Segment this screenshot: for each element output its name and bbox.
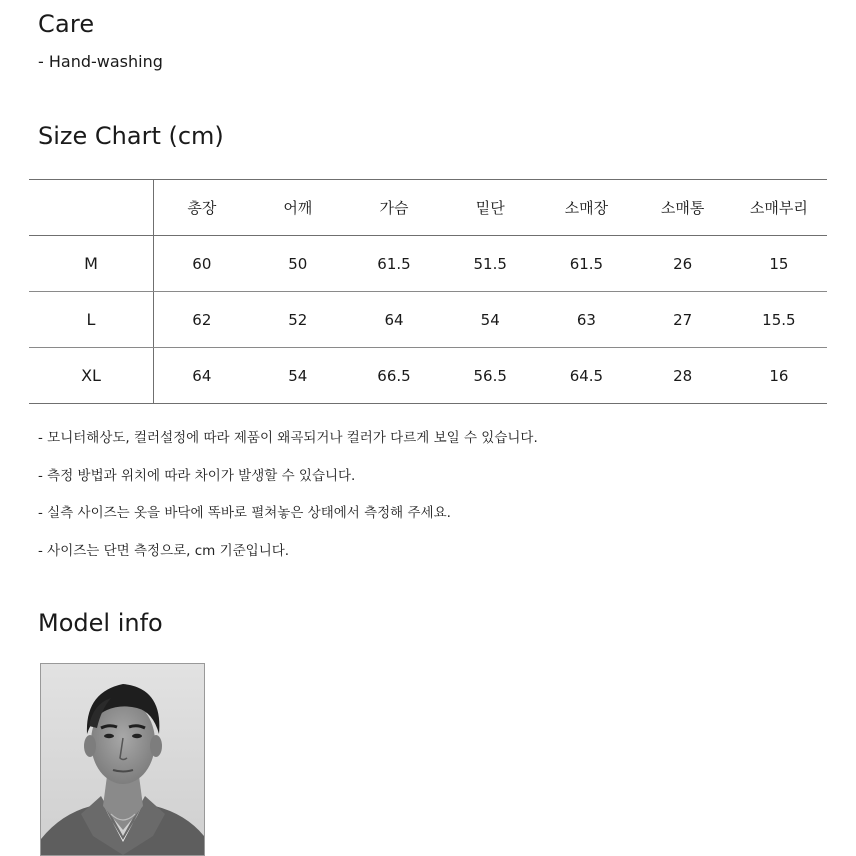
note-item: - 사이즈는 단면 측정으로, cm 기준입니다. [38,542,290,559]
size-chart-corner-cell [29,180,154,236]
care-title: Care [38,10,95,38]
column-header: 밑단 [442,180,538,236]
column-header: 소매부리 [731,180,827,236]
measurement-cell: 64 [154,348,250,404]
care-item: - Hand-washing [38,52,163,71]
measurement-cell: 50 [250,236,346,292]
size-label: XL [29,348,154,404]
measurement-cell: 26 [635,236,731,292]
note-item: - 측정 방법과 위치에 따라 차이가 발생할 수 있습니다. [38,467,356,484]
size-row-l [29,292,827,348]
measurement-cell: 63 [538,292,634,348]
note-item: - 모니터해상도, 컬러설정에 따라 제품이 왜곡되거나 컬러가 다르게 보일 수 있습니다. [38,430,538,446]
column-header: 어깨 [250,180,346,236]
measurement-cell: 54 [442,292,538,348]
column-header: 소매통 [635,180,731,236]
size-row-xl [29,348,827,404]
model-info-title: Model info [38,609,163,637]
size-chart-title: Size Chart (cm) [38,122,224,150]
measurement-cell: 28 [635,348,731,404]
model-photo [40,663,205,856]
size-notes [38,428,538,578]
column-header: 총장 [154,180,250,236]
size-label: M [29,236,154,292]
measurement-cell: 60 [154,236,250,292]
measurement-cell: 52 [250,292,346,348]
size-label: L [29,292,154,348]
measurement-cell: 27 [635,292,731,348]
size-row-m [29,236,827,292]
measurement-cell: 62 [154,292,250,348]
model-portrait-image [41,664,204,855]
column-header: 가슴 [346,180,442,236]
measurement-cell: 61.5 [538,236,634,292]
measurement-cell: 61.5 [346,236,442,292]
size-chart-header-row [29,180,827,236]
measurement-cell: 56.5 [442,348,538,404]
note-item: - 실측 사이즈는 옷을 바닥에 똑바로 펼쳐놓은 상태에서 측정해 주세요. [38,505,451,521]
measurement-cell: 16 [731,348,827,404]
measurement-cell: 51.5 [442,236,538,292]
measurement-cell: 15 [731,236,827,292]
measurement-cell: 66.5 [346,348,442,404]
measurement-cell: 54 [250,348,346,404]
measurement-cell: 15.5 [731,292,827,348]
measurement-cell: 64 [346,292,442,348]
size-chart-table [29,179,827,404]
measurement-cell: 64.5 [538,348,634,404]
column-header: 소매장 [538,180,634,236]
